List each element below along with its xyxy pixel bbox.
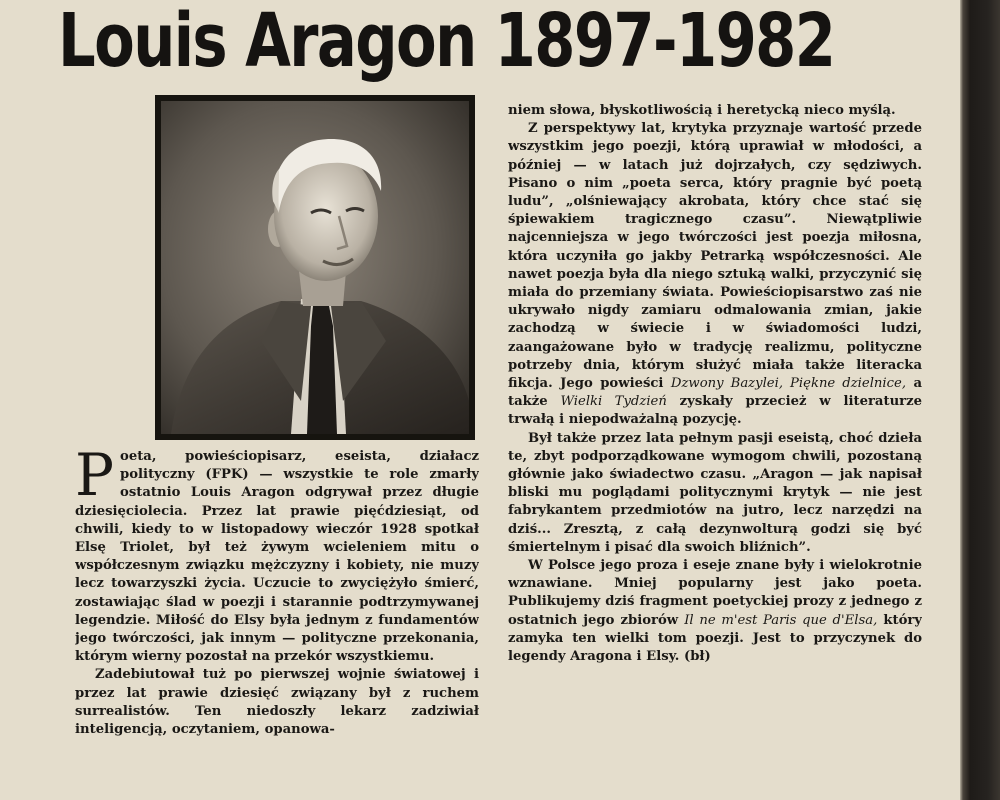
paragraph-2: Zadebiutował tuż po pierwszej wojnie światowej i przez lat prawie dziesięć związany był z ruchem surrealistów. Ten niedoszły lekarz zadziwiał inteligencją, oczytaniem, opanowa- [75, 667, 479, 738]
paragraph-4: Był także przez lata pełnym pasji eseistą, choć dzieła te, zbyt podporządkowane wymogom chwili, pozostaną głównie jako świadectwo czasu. „Aragon — jak napisał bliski mu poglądami politycznymi krytyk — nie jest fabrykantem przedmiotów na jutro, lecz narzędzi na dziś... Zresztą, z całą dezynwolturą godzi się być śmiertelnym i pisać dla swoich bliźnich”. [508, 430, 922, 555]
portrait-photo [155, 95, 475, 440]
novel-titles: Dzwony Bazylei, Piękne dzielnice, [670, 376, 907, 392]
headline: Louis Aragon 1897-1982 [58, 0, 835, 84]
article-column-right [508, 102, 922, 792]
drop-cap: P [75, 448, 115, 509]
paragraph-3-end: zyskały przecież w literaturze trwałą i niepodważalną pozycję. [508, 394, 922, 428]
paragraph-3-mid: a także [508, 376, 922, 410]
paragraph-5-start: W Polsce jego proza i eseje znane były i wielokrotnie wznawiane. Mniej popularny jest jako poeta. Publikujemy dziś fragment poetyckiej prozy z jednego z ostatnich jego zbiorów [508, 558, 922, 628]
novel-title-wielki-tydzien: Wielki Tydzień [560, 394, 667, 410]
paragraph-1-text: oeta, powieściopisarz, eseista, działacz polityczny (FPK) — wszystkie te role zmarły ostatnio Louis Aragon odgrywał przez długie dziesięciolecia. Przez lat prawie pięćdziesiąt, od chwili, kiedy to w listopadowy wieczór 1928 spotkał Elsę Triolet, był też żywym wcieleniem mitu o współczesnym związku mężczyzny i kobiety, nie muzy lecz towarzyszki życia. Uczucie to zwyciężyło śmierć, zostawiając ślad w poezji i starannie podtrzymywanej legendzie. Miłość do Elsy była jednym z fundamentów jego twórczości, jak innym — polityczne przekonania, którym wierny pozostał na przekór wszystkiemu. [75, 449, 479, 665]
paragraph-5 [508, 557, 922, 666]
collection-title: Il ne m'est Paris que d'Elsa, [684, 612, 878, 628]
page-edge-shadow [960, 0, 1000, 800]
paragraph-5-end: który zamyka ten wielki tom poezji. Jest to przyczynek do legendy Aragona i Elsy. (bł) [508, 612, 922, 665]
paragraph-3 [508, 120, 922, 429]
portrait-photo-icon [161, 101, 469, 434]
paragraph-3-text: Z perspektywy lat, krytyka przyznaje wartość przede wszystkim jego poezji, którą uprawiał w młodości, a później — w latach już dojrzałych, czy sędziwych. Pisano o nim „poeta serca, który pragnie być poetą ludu”, „olśniewający akrobata, który chce stać się śpiewakiem tragicznego czasu”. Niewątpliwie najcenniejsza w jego twórczości jest poezja miłosna, która uczyniła go jakby Petrarką współczesności. Ale nawet poezja była dla niego sztuką walki, przyczynić się miała do przemiany świata. Powieściopisarstwo zaś nie ukrywało nigdy zamiaru odmalowania zmian, jakie zachodzą w świecie i w świadomości ludzi, zaangażowane było w tradycję realizmu, polityczne potrzeby dnia, którym służyć miała także literacka fikcja. Jego powieści [508, 121, 922, 392]
paragraph-1 [75, 448, 479, 666]
article-column-left [75, 448, 479, 788]
paragraph-2-continued: niem słowa, błyskotliwością i heretycką nieco myślą. [508, 103, 896, 118]
